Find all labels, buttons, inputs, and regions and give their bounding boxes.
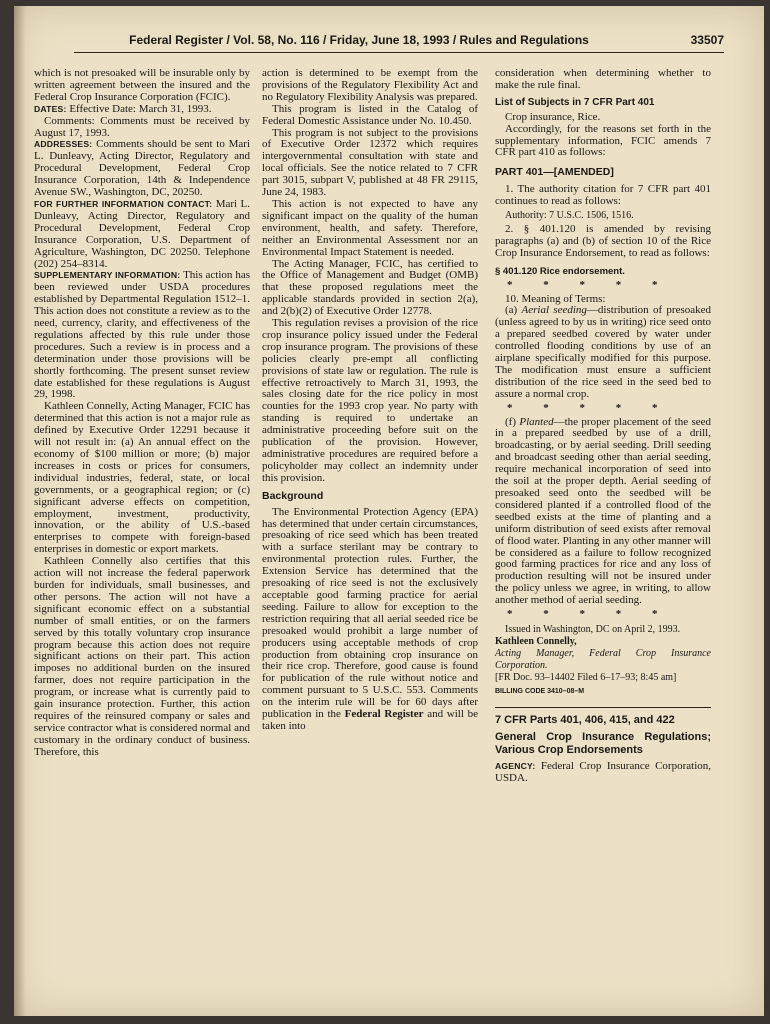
planted-label: (f) bbox=[505, 415, 516, 428]
dates-paragraph bbox=[34, 104, 250, 116]
column-2 bbox=[262, 68, 478, 733]
subjects-text: Crop insurance, Rice. bbox=[505, 110, 601, 123]
addresses-paragraph bbox=[34, 139, 250, 199]
column-1 bbox=[34, 68, 250, 759]
addresses-label: ADDRESSES: bbox=[34, 139, 93, 150]
amendment-1: 1. The authority citation for 7 CFR part 401 continues to read as follows: bbox=[495, 183, 711, 208]
aerial-seeding-label: (a) bbox=[505, 304, 518, 317]
signer-title: Acting Manager, Federal Crop Insurance Corporation. bbox=[495, 647, 711, 671]
ellipsis-stars-1: * * * * * bbox=[507, 278, 672, 291]
ellipsis-stars-3: * * * * * bbox=[507, 608, 672, 621]
executive-order-paragraph: This program is not subject to the provisions of Executive Order 12372 which requires intergovernmental consultation with state and local officials. See the notice related to 7 CFR part 3015, subpart V, published at 48 FR 29115, June 24, 1983. bbox=[262, 126, 478, 199]
supplementary-paragraph bbox=[34, 270, 250, 401]
section-divider bbox=[495, 707, 711, 708]
comments-paragraph: Comments: Comments must be received by August 17, 1993. bbox=[34, 114, 250, 139]
dates-label: DATES: bbox=[34, 103, 67, 114]
aerial-seeding-text: —distribution of presoaked (unless agreed to by us in writing) rice seed onto a prepared seedbed covered by water under controlled flooding conditions by use of an airplane specifically modified for this purpose. The modification must ensure a sufficient distribution of the rice seed in the seed bed to assure a normal crop. bbox=[495, 304, 711, 400]
catalog-paragraph: This program is listed in the Catalog of Federal Domestic Assistance under No. 10.450. bbox=[262, 102, 478, 127]
meaning-of-terms: 10. Meaning of Terms: bbox=[505, 292, 606, 305]
issued-line: Issued in Washington, DC on April 2, 1993. bbox=[505, 623, 681, 635]
planted-term: Planted bbox=[519, 415, 554, 428]
agency-label: AGENCY: bbox=[495, 761, 536, 772]
section-heading: § 401.120 Rice endorsement. bbox=[495, 265, 625, 277]
header-title: Federal Register / Vol. 58, No. 116 / Friday, June 18, 1993 / Rules and Regulations bbox=[129, 33, 589, 47]
authority-citation: Authority: 7 U.S.C. 1506, 1516. bbox=[505, 210, 634, 222]
agency-paragraph bbox=[495, 761, 711, 785]
background-heading: Background bbox=[262, 489, 324, 502]
next-cfr-heading: 7 CFR Parts 401, 406, 415, and 422 bbox=[495, 714, 675, 727]
fr-doc-line: [FR Doc. 93–14402 Filed 6–17–93; 8:45 am] bbox=[495, 671, 677, 683]
part-heading: PART 401—[AMENDED] bbox=[495, 166, 614, 179]
planted-definition bbox=[495, 417, 711, 608]
contact-paragraph bbox=[34, 199, 250, 270]
environment-paragraph: This action is not expected to have any significant impact on the quality of the human environment, health, and safety. Therefore, neither an Environmental Assessment nor an Environmental Impact Statement is needed. bbox=[262, 197, 478, 258]
addresses-text: Comments should be sent to Mari L. Dunleavy, Acting Director, Regulatory and Procedural Development, Federal Crop Insurance Corporation, 14th & Independence Avenue SW., Washington, DC, 20250. bbox=[34, 138, 250, 199]
intro-paragraph: which is not presoaked will be insurable only by written agreement between the insured and the Federal Crop Insurance Corporation (FCIC). bbox=[34, 67, 250, 103]
epa-text: The Environmental Protection Agency (EPA) has determined that under certain circumstances, presoaking of rice seed which has been treated with a surface sterilant may be contrary to environmental protection rules. Further, the Extension Service has determined that the presoaking of rice seed is not the exclusively acceptable good farming practice for aerial seeding. Failure to allow for exception to the restriction requiring that all aerial seeded rice be presoaked would prohibit a large number of producers using acceptable methods of crop production from obtaining crop insurance on their rice crop. Therefore, good cause is found for publication of the rule without notice and comment pursuant to 5 U.S.C. 553. Comments on the interim rule will be for 60 days after publication in the bbox=[262, 505, 478, 721]
omb-paragraph: The Acting Manager, FCIC, has certified to the Office of Management and Budget (OMB) that these proposed regulations meet the applicable standards provided in section 2(a), and 2(b)(2) of Executive Order 12778. bbox=[262, 257, 478, 318]
planted-text: —the proper placement of the seed in a prepared seedbed by use of a drill, broadcasting, or by aerial seeding. Drill seeding and broadcast seeding other than aerial seeding, require mechanical incorporation of seed into the soil at the proper depth. Aerial seeding of presoaked seed onto the seedbed will be considered planted if a controlled flood of the seedbed exists at the time of planting and a uniform distribution of seed exists after removal of flood water. Planting in any other manner will be considered as a failure to follow recognized good farming practices for rice and any loss of production resulting will not be insured under the policy unless we agree, in writing, to allow another method of aerial seeding. bbox=[495, 415, 712, 607]
contact-text: Mari L. Dunleavy, Acting Director, Regulatory and Procedural Development, Federal Crop Insurance Corporation, U.S. Department of Agriculture, Washington, DC 20250. Telephone (202) 254–8314. bbox=[34, 197, 251, 270]
aerial-seeding-definition bbox=[495, 305, 711, 400]
epa-paragraph bbox=[262, 507, 478, 733]
ellipsis-stars-2: * * * * * bbox=[507, 401, 672, 414]
aerial-seeding-term: Aerial seeding bbox=[521, 304, 587, 317]
paperwork-paragraph: Kathleen Connelly also certifies that this action will not increase the federal paperwork burden for individuals, small businesses, and other persons. The action will not have a significant economic effect on a substantial number of small entities, or on the farmers served by this totally voluntary crop insurance program because this action does not require significant actions on their part. This action imposes no additional burden on the insured farmer, does not require participation in the program, or increase what is currently paid to gain insurance protection. Further, this action requires of the reinsured company or sales and service contractor what is considered normal and customary in the ordinary conduct of business. Therefore, this bbox=[34, 555, 250, 758]
supplementary-text: This action has been reviewed under USDA procedures established by Departmental Regulation 1512–1. This action does not constitute a review as to the need, currency, clarity, and effectiveness of the regulations affected by this rule under those procedures. Such a review is in process and a determination under those provisions will be shortly forthcoming. The present sunset review date established for these regulations is August 29, 1998. bbox=[34, 269, 250, 401]
billing-code: BILLING CODE 3410–08–M bbox=[495, 687, 585, 695]
page-header bbox=[74, 30, 724, 53]
next-rule-title: General Crop Insurance Regulations; Various Crop Endorsements bbox=[495, 731, 711, 757]
signer-name: Kathleen Connelly, bbox=[495, 635, 577, 647]
contact-label: FOR FURTHER INFORMATION CONTACT: bbox=[34, 198, 213, 209]
accordingly-paragraph: Accordingly, for the reasons set forth in the supplementary information, FCIC amends 7 CFR part 410 as follows: bbox=[495, 122, 711, 159]
agency-text: Federal Crop Insurance Corporation, USDA. bbox=[495, 760, 712, 785]
dates-text: Effective Date: March 31, 1993. bbox=[69, 102, 212, 115]
page-number: 33507 bbox=[690, 33, 724, 47]
subjects-heading: List of Subjects in 7 CFR Part 401 bbox=[495, 96, 655, 108]
document-page bbox=[14, 6, 764, 1016]
revision-paragraph: This regulation revises a provision of the rice crop insurance policy issued under the Federal crop insurance program. The provisions of these policies clearly pre-empt all conflicting provisions of state law or regulation. The rule is effective retroactively to March 31, 1993, the sales closing date for the rice policy in most counties for the 1993 crop year. No party with standing is required to undertake an administrative proceeding before suit on the publication of the provision. However, administrative procedures are required before a policyholder may collect an indemnity under this provision. bbox=[262, 317, 478, 484]
federal-register-ref: Federal Register bbox=[344, 708, 424, 721]
amendment-2: 2. § 401.120 is amended by revising paragraphs (a) and (b) of section 10 of the Rice Crop Insurance Endorsement, to read as follows: bbox=[495, 222, 711, 259]
consideration-paragraph: consideration when determining whether to make the rule final. bbox=[495, 67, 711, 91]
major-rule-paragraph: Kathleen Connelly, Acting Manager, FCIC has determined that this action is not a major rule as defined by Executive Order 12291 because it will not result in: (a) An annual effect on the economy of $100 million or more; (b) major increases in costs or prices for consumers, individual industries, federal, state, or local governments, or a geographical region; or (c) significant adverse effects on competition, employment, investment, productivity, innovation, or the ability of U.S.-based enterprises to compete with foreign-based enterprises in domestic or export markets. bbox=[34, 400, 250, 556]
supplementary-label: SUPPLEMENTARY INFORMATION: bbox=[34, 270, 181, 281]
exempt-paragraph: action is determined to be exempt from the provisions of the Regulatory Flexibility Act and no Regulatory Flexibility Analysis was prepared. bbox=[262, 67, 478, 103]
epa-text-end: and will be taken into bbox=[262, 708, 479, 732]
column-3 bbox=[495, 68, 711, 785]
